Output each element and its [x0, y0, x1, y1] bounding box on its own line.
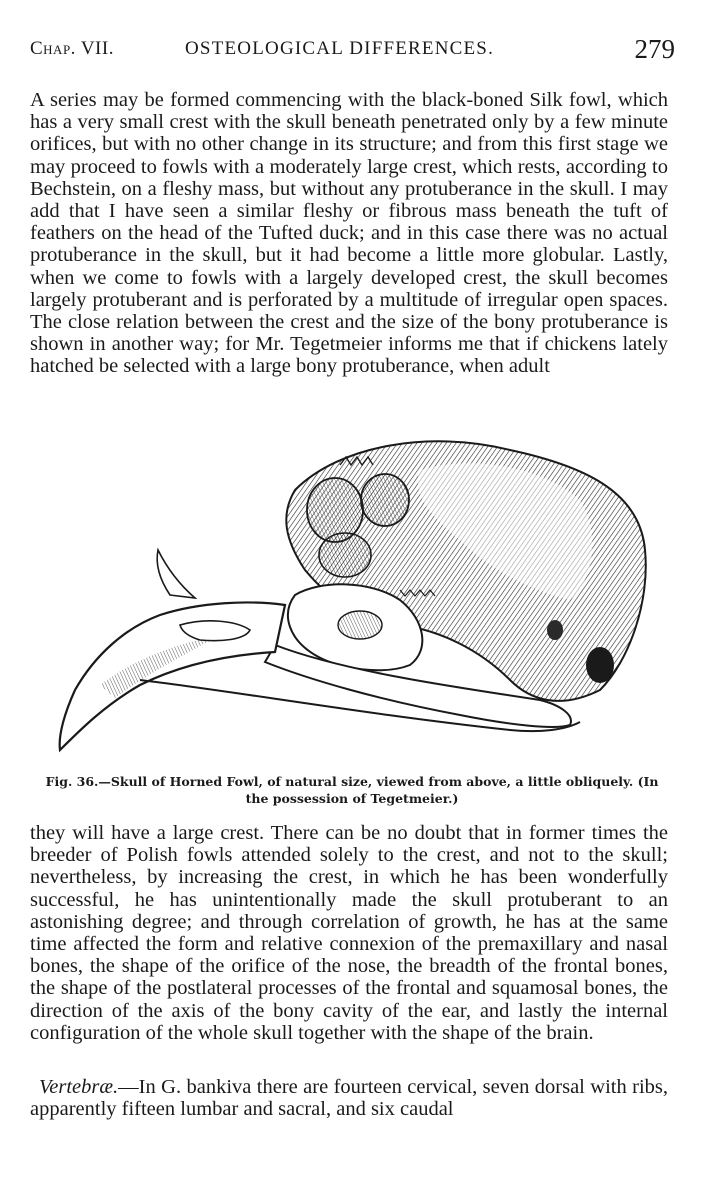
page-number: 279 [634, 34, 675, 64]
crest-bump-1 [307, 478, 363, 542]
section-lead: Vertebræ. [39, 1076, 119, 1098]
running-title: OSTEOLOGICAL DIFFERENCES. [185, 38, 495, 59]
paragraph-2: they will have a large crest. There can be no doubt that in former times the breeder of Polish fowls attended solely to the crest, and not to the skull; nevertheless, by increasing the crest, in which he has been wonderfully successful, he has unintentionally made the skull protuberant to an astonishing degree; and through correlation of growth, he has at the same time affected the form and relative connexion of the premaxillary and nasal bones, the shape of the orifice of the nose, the breadth of the frontal bones, the shape of the postlateral processes of the frontal and squamosal bones, the direction of the axis of the bony cavity of the ear, and lastly the internal configuration of the whole skull together with the shape of the brain. [30, 822, 668, 1044]
skull-illustration [40, 430, 675, 760]
ear-opening [586, 647, 614, 683]
eye-socket-detail [338, 611, 382, 639]
nasal-process [157, 550, 195, 598]
caption-line-1: Fig. 36.—Skull of Horned Fowl, of natural size, viewed from above, a little obliquely. (In [45, 774, 659, 789]
paragraph-3 [30, 1076, 668, 1120]
upper-beak [60, 602, 285, 750]
crest-bump-2 [361, 474, 409, 526]
foramen [547, 620, 563, 640]
paragraph-3-text: —In G. bankiva there are fourteen cervical, seven dorsal with ribs, apparently fifteen lumbar and sacral, and six caudal [30, 1076, 668, 1121]
crest-bump-3 [319, 533, 371, 577]
chapter-label: Chap. VII. [30, 38, 114, 59]
running-head [30, 34, 675, 68]
figure-caption [22, 773, 682, 807]
skull-figure [40, 430, 675, 760]
paragraph-1: A series may be formed commencing with the black-boned Silk fowl, which has a very small crest with the skull beneath penetrated only by a few minute orifices, but with no other change in its structure; and from this first stage we may proceed to fowls with a moderately large crest, which rests, according to Bechstein, on a fleshy mass, but without any protuberance in the skull. I may add that I have seen a similar fleshy or fibrous mass beneath the tuft of feathers on the head of the Tufted duck; and in this case there was no actual protuberance in the skull, but it had become a little more globular. Lastly, when we come to fowls with a largely developed crest, the skull becomes largely protuberant and is perforated by a multitude of irregular open spaces. The close relation between the crest and the size of the bony protuberance is shown in another way; for Mr. Tegetmeier informs me that if chickens lately hatched be selected with a large bony protuberance, when adult [30, 89, 668, 378]
caption-line-2: the possession of Tegetmeier.) [245, 791, 459, 806]
